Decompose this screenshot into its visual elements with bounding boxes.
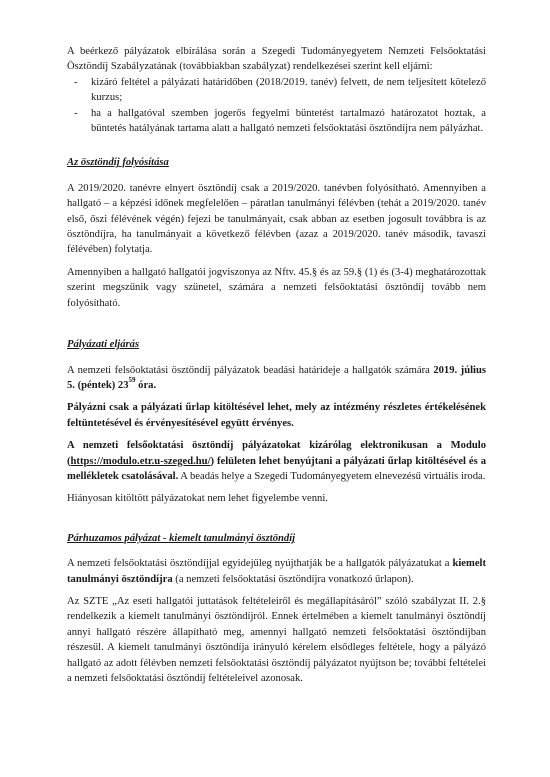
list-item — [74, 106, 486, 137]
section-heading-payment: Az ösztöndíj folyósítása — [67, 157, 169, 169]
parallel-text-a: A nemzeti felsőoktatási ösztöndíjjal egyidejűleg nyújthatják be a hallgatók pályázatukat a — [67, 558, 453, 570]
section-heading-parallel: Párhuzamos pályázat - kiemelt tanulmányi ösztöndíj — [67, 532, 296, 544]
submission-rest: A beadás helye a Szegedi Tudományegyetem elnevezésű virtuális iroda. — [178, 470, 486, 482]
payment-paragraph-2: Amennyiben a hallgató hallgatói jogviszonya az Nftv. 45.§ és az 59.§ (1) és (3-4) meghatározottak szerint megszűnik vagy szünetel, számára a nemzeti felsőoktatási ösztöndíj tovább nem folyósítható. — [67, 266, 486, 309]
form-requirement-paragraph — [67, 400, 486, 431]
deadline-paragraph — [67, 363, 486, 394]
parallel-text-b: (a nemzeti felsőoktatási ösztöndíjra vonatkozó űrlapon). — [172, 573, 414, 585]
parallel-paragraph-2: Az SZTE „Az eseti hallgatói juttatások feltételeiről és megállapításáról” szóló szabályzat II. 2.§ rendelkezik a kiemelt tanulmányi ösztöndíjról. Ennek értelmében a kiemelt tanulmányi ösztöndíj annyi hallgató részére állapítható meg, amennyi hallgató nemzeti felsőoktatási ösztöndíjban részesül. A kiemelt tanulmányi ösztöndíja irányuló kérelem elsődleges feltétele, hogy a pályázó hallgató az adott félévben nemzeti felsőoktatási ösztöndíj pályázatot nyújtson be; további feltételei a nemzeti felsőoktatási ösztöndíj feltételeivel azonosak. — [67, 595, 486, 684]
list-item — [74, 75, 486, 106]
dash-bullet-icon: - — [74, 107, 78, 119]
deadline-intro-text: A nemzeti felsőoktatási ösztöndíj pályázatok beadási határideje a hallgatók számára — [67, 364, 434, 376]
modulo-link[interactable]: https://modulo.etr.u-szeged.hu/ — [70, 455, 211, 467]
parallel-bold: kiemelt tanulmányi ösztöndíjra — [67, 558, 486, 585]
submission-paragraph — [67, 438, 486, 484]
submission-bold-1: A nemzeti felsőoktatási ösztöndíj pályázatokat kizárólag elektronikusan a Modulo ( — [67, 440, 486, 467]
deadline-hour-label: óra. — [135, 379, 157, 391]
list-item-text: ha a hallgatóval szemben jogerős fegyelmi büntetést tartalmazó határozatot hoztak, a büntetés hatályának tartama alatt a hallgató nemzeti felsőoktatási ösztöndíjra nem pályázhat. — [91, 107, 486, 135]
intro-paragraph: A beérkező pályázatok elbírálása során a Szegedi Tudományegyetem Nemzeti Felsőoktatási Ösztöndíj Szabályzatának (továbbiakban szabályzat) rendelkezései szerint kell eljárni: — [67, 46, 486, 73]
incomplete-note: Hiányosan kitöltött pályázatokat nem lehet figyelembe venni. — [67, 493, 328, 505]
dash-bullet-icon: - — [74, 76, 78, 88]
form-requirement-text: Pályázni csak a pályázati űrlap kitöltésével lehet, mely az intézmény részletes értékelésének feltüntetésével és érvényesítésével együtt érvényes. — [67, 402, 486, 429]
submission-bold-2: ) felületen lehet benyújtani a pályázati űrlap kitöltésével és a mellékletek csatolásával. — [67, 455, 486, 482]
payment-paragraph-1: A 2019/2020. tanévre elnyert ösztöndíj csak a 2019/2020. tanévben folyósítható. Amennyiben a hallgató – a képzési időnek megfelelően – páratlan tanulmányi félévben (tehát a 2019/2020. tanév első, őszi félévének végén) fejezi be tanulmányait, csak abban az esetben jogosult továbbra is az ösztöndíjra, ha tanulmányait a következő félévben (azaz a 2019/2020. tanév második, tavaszi félévében) folytatja. — [67, 182, 486, 256]
section-heading-procedure: Pályázati eljárás — [67, 339, 140, 351]
deadline-date: 2019. július 5. (péntek) 23 — [67, 364, 486, 391]
parallel-paragraph-1 — [67, 556, 486, 587]
list-item-text: kizáró feltétel a pályázati határidőben (2018/2019. tanév) felvett, de nem teljesített kötelező kurzus; — [91, 76, 486, 104]
deadline-minutes: 59 — [128, 376, 136, 385]
exclusion-list — [67, 75, 486, 137]
